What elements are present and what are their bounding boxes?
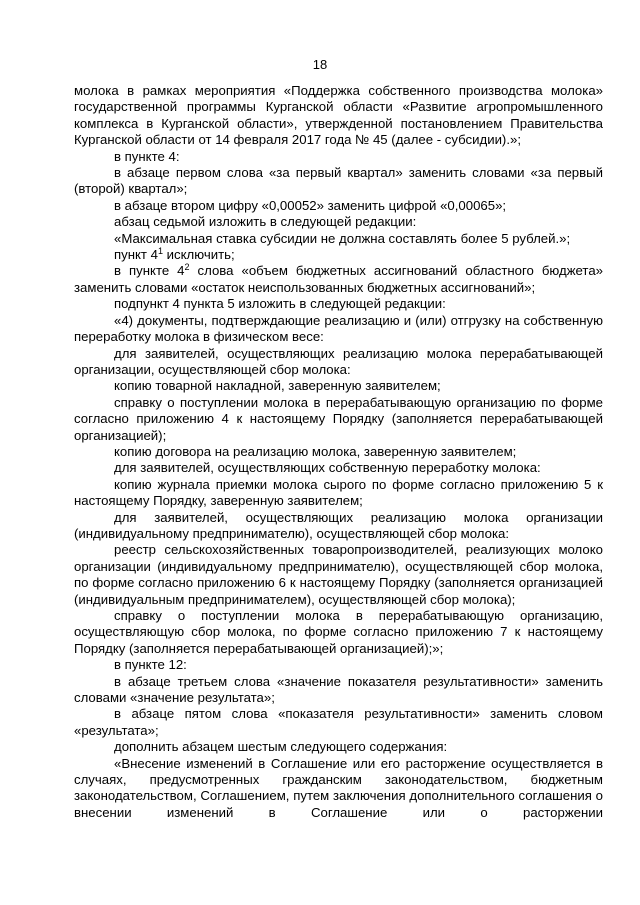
paragraph: пункт $4^1$ исключить; (114, 246, 235, 263)
paragraph: копию журнала приемки молока сырого по форме согласно приложению 5 к настоящему Порядку, заверенную заявителем; (74, 476, 603, 509)
paragraph: молока в рамках мероприятия «Поддержка собственного производства молока» государственной программы Курганской области «Развитие агропромышленного комплекса в Курганской области», утвержденной постановлением Правительства Курганской области от 14 февраля 2017 года № 45 (далее - субсидии).»; (74, 83, 603, 148)
paragraph: в пункте 12: (114, 657, 187, 673)
paragraph: в пункте $4^2$ слова «объем бюджетных ассигнований областного бюджета» заменить словами «остаток неиспользованных бюджетных ассигнований»; (74, 262, 603, 295)
document-body (74, 83, 603, 821)
paragraph: в абзаце первом слова «за первый квартал» заменить словами «за первый (второй) квартал»; (74, 165, 603, 197)
paragraph: «Максимальная ставка субсидии не должна составлять более 5 рублей.»; (114, 230, 571, 246)
paragraph: для заявителей, осуществляющих собственную переработку молока: (114, 460, 541, 476)
paragraph: «4) документы, подтверждающие реализацию и (или) отгрузку на собственную переработку молока в физическом весе: (74, 312, 603, 345)
paragraph: копию договора на реализацию молока, заверенную заявителем; (114, 443, 517, 459)
paragraph: в абзаце втором цифру «0,00052» заменить цифрой «0,00065»; (114, 197, 507, 213)
superscript: 2 (184, 262, 190, 273)
paragraph: подпункт 4 пункта 5 изложить в следующей редакции: (114, 296, 446, 312)
paragraph: реестр сельскохозяйственных товаропроизводителей, реализующих молоко организации (индивидуальному предпринимателю), осуществляющей сбор молока, по форме согласно приложению 6 к настоящему Порядку (заполняется организацией (индивидуальным предпринимателем), осуществляющей сбор молока); (74, 542, 603, 607)
paragraph: абзац седьмой изложить в следующей редакции: (114, 214, 417, 230)
paragraph: в абзаце третьем слова «значение показателя результативности» заменить словами «значение результата»; (74, 673, 603, 706)
superscript: 1 (157, 246, 163, 257)
paragraph: справку о поступлении молока в перерабатывающую организацию по форме согласно приложению 4 к настоящему Порядку (заполняется перерабатывающей организацией); (74, 394, 603, 443)
paragraph: в пункте 4: (114, 148, 180, 164)
paragraph: копию товарной накладной, заверенную заявителем; (114, 378, 441, 394)
paragraph: в абзаце пятом слова «показателя результативности» заменить словом «результата»; (74, 706, 603, 738)
paragraph: «Внесение изменений в Соглашение или его расторжение осуществляется в случаях, предусмотренных гражданским законодательством, бюджетным законодательством, Соглашением, путем заключения дополнительного соглашения о внесении изменений в Соглашение или о расторжении (74, 755, 603, 820)
paragraph: для заявителей, осуществляющих реализацию молока организации (индивидуальному предпринимателю), осуществляющей сбор молока: (74, 509, 603, 541)
paragraph: дополнить абзацем шестым следующего содержания: (114, 739, 448, 755)
paragraph: для заявителей, осуществляющих реализацию молока перерабатывающей организации, осуществляющей сбор молока: (74, 345, 603, 377)
page-number: 18 (312, 57, 328, 72)
paragraph: справку о поступлении молока в перерабатывающую организацию, осуществляющую сбор молока, по форме согласно приложению 7 к настоящему Порядку (заполняется перерабатывающей организацией);»; (74, 608, 603, 656)
